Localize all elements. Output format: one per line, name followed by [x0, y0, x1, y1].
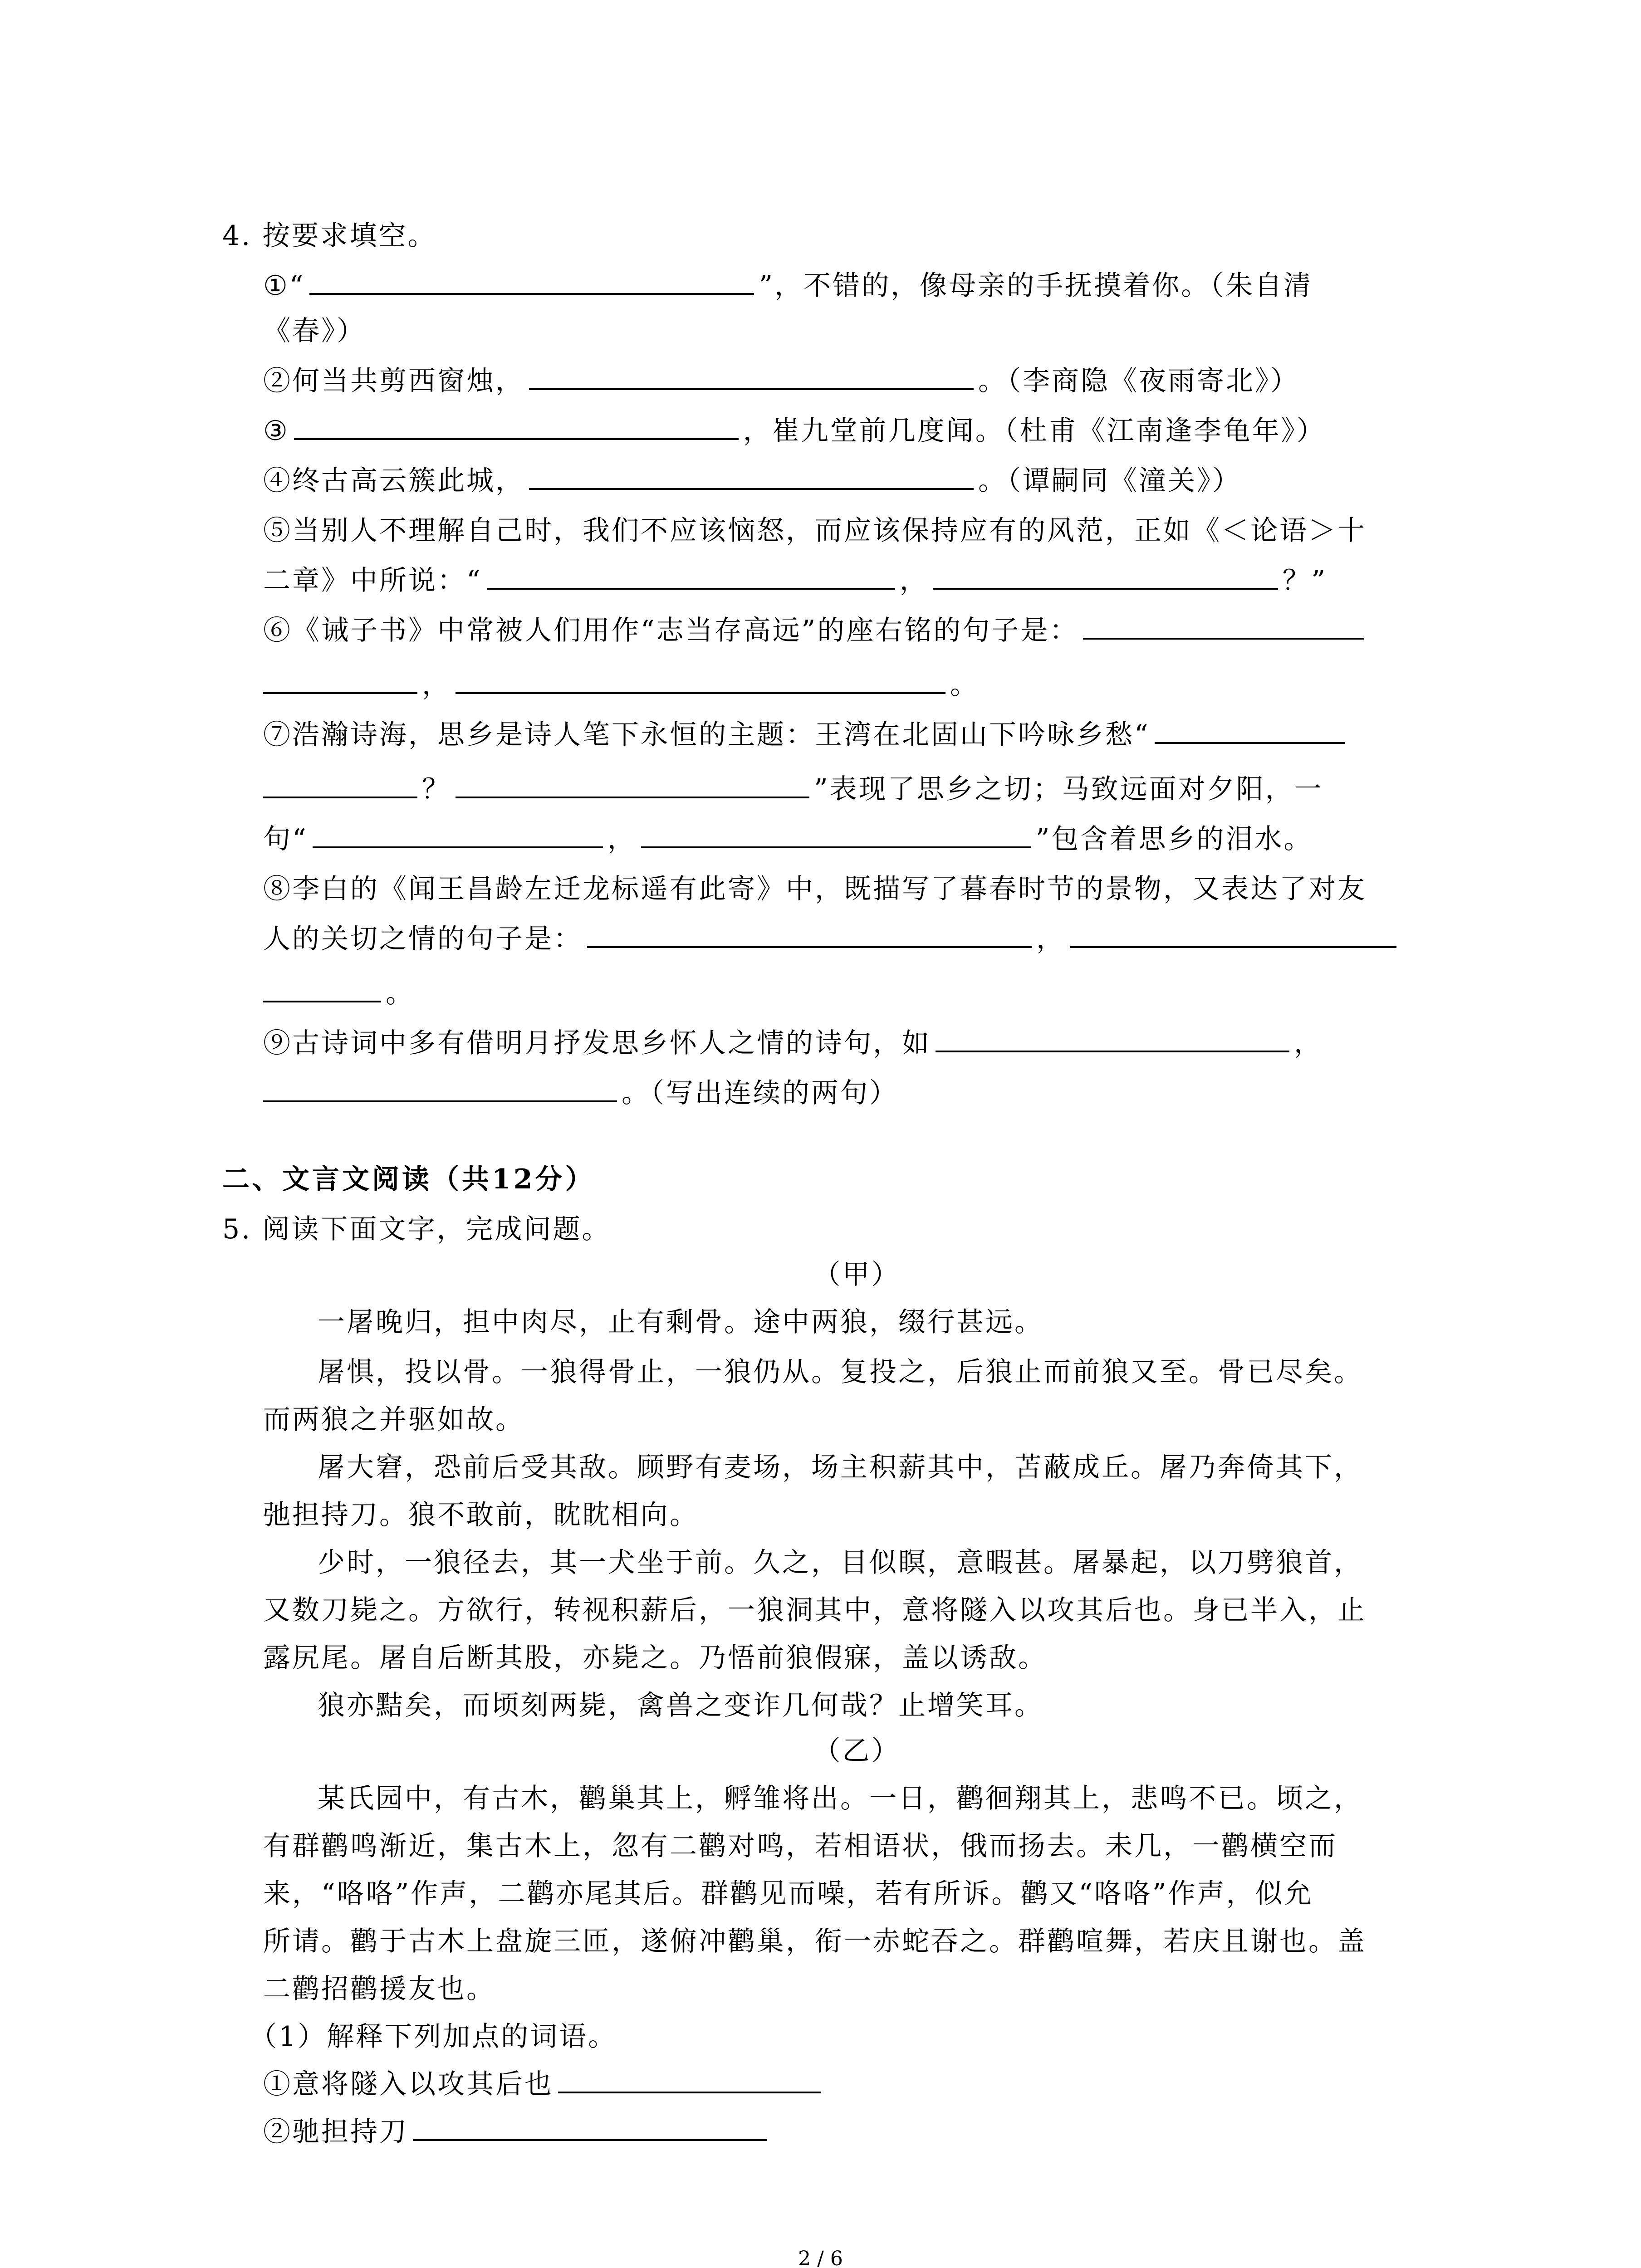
q4-line-6b: ， 。 — [263, 662, 1641, 708]
q4-line-2: ②何当共剪西窗烛， 。（李商隐《夜雨寄北》） — [263, 358, 1641, 404]
blank-8a[interactable] — [587, 917, 1032, 948]
blank-3[interactable] — [294, 409, 739, 440]
blank-8b[interactable] — [1070, 917, 1396, 948]
q4-line-6a: ⑥《诫子书》中常被人们用作“志当存高远”的座右铭的句子是： — [263, 608, 1641, 653]
word-item-2: ②驰担持刀 — [263, 2109, 1641, 2155]
subquestion-1: （1）解释下列加点的词语。 — [250, 2021, 617, 2053]
blank-6c[interactable] — [456, 663, 945, 694]
q4-line-8a: ⑧李白的《闻王昌龄左迁龙标遥有此寄》中，既描写了暮春时节的景物，又表达了对友 — [263, 873, 1367, 905]
passage-yi-p6e: 二鹳招鹳援友也。 — [263, 1973, 495, 2005]
q4-line-7b: ？ ”表现了思乡之切；马致远面对夕阳，一 — [263, 767, 1641, 812]
blank-w2[interactable] — [413, 2110, 767, 2141]
passage-jia-title: （甲） — [813, 1259, 901, 1290]
page-number: 2 / 6 — [798, 2247, 843, 2268]
passage-yi-p6d: 所请。鹳于古木上盘旋三匝，遂俯冲鹳巢，衔一赤蛇吞之。群鹳喧舞，若庆且谢也。盖 — [263, 1926, 1367, 1957]
passage-jia-p4a: 少时，一狼径去，其一犬坐于前。久之，目似瞑，意暇甚。屠暴起，以刀劈狼首， — [318, 1547, 1363, 1579]
q4-line-5b: 二章》中所说：“ ， ？” — [263, 558, 1641, 603]
blank-8c[interactable] — [263, 972, 381, 1002]
q5-stem: 5. 阅读下面文字，完成问题。 — [222, 1213, 611, 1245]
blank-7b[interactable] — [263, 767, 417, 798]
q4-line-8b: 人的关切之情的句子是： ， — [263, 916, 1641, 962]
passage-jia-p3a: 屠大窘，恐前后受其敌。顾野有麦场，场主积薪其中，苫蔽成丘。屠乃奔倚其下， — [318, 1452, 1363, 1483]
q4-line-5a: ⑤当别人不理解自己时，我们不应该恼怒，而应该保持应有的风范，正如《＜论语＞十 — [263, 515, 1367, 547]
blank-1[interactable] — [309, 264, 754, 295]
blank-7e[interactable] — [641, 817, 1031, 848]
q4-stem: 4. 按要求填空。 — [222, 220, 437, 252]
passage-yi-p6a: 某氏园中，有古木，鹳巢其上，孵雏将出。一日，鹳徊翔其上，悲鸣不已。顷之， — [318, 1783, 1363, 1814]
q4-line-7a: ⑦浩瀚诗海，思乡是诗人笔下永恒的主题：王湾在北固山下吟咏乡愁“ — [263, 712, 1641, 758]
blank-6b[interactable] — [263, 663, 417, 694]
blank-5a[interactable] — [487, 559, 895, 590]
passage-jia-p2b: 而两狼之并驱如故。 — [263, 1404, 524, 1436]
blank-5b[interactable] — [933, 559, 1278, 590]
q4-line-7c: 句“ ， ”包含着思乡的泪水。 — [263, 816, 1641, 862]
blank-2[interactable] — [529, 359, 974, 390]
q4-line-8c: 。 — [263, 971, 1641, 1016]
blank-7c[interactable] — [456, 767, 809, 798]
blank-7a[interactable] — [1155, 713, 1345, 744]
passage-jia-p5: 狼亦黠矣，而顷刻两毙，禽兽之变诈几何哉？止增笑耳。 — [318, 1690, 1043, 1721]
passage-yi-p6b: 有群鹳鸣渐近，集古木上，忽有二鹳对鸣，若相语状，俄而扬去。未几，一鹳横空而 — [263, 1830, 1337, 1862]
passage-jia-p4c: 露尻尾。屠自后断其股，亦毙之。乃悟前狼假寐，盖以诱敌。 — [263, 1642, 1047, 1674]
q4-line-9a: ⑨古诗词中多有借明月抒发思乡怀人之情的诗句，如 ， — [263, 1021, 1641, 1066]
word-item-1: ①意将隧入以攻其后也 — [263, 2062, 1641, 2107]
blank-w1[interactable] — [558, 2063, 821, 2093]
q4-line-3: ③ ，崔九堂前几度闻。（杜甫《江南逢李龟年》） — [263, 408, 1641, 454]
passage-jia-p3b: 弛担持刀。狼不敢前，眈眈相向。 — [263, 1499, 699, 1531]
q4-line-9b: 。（写出连续的两句） — [263, 1070, 1641, 1116]
passage-jia-p2a: 屠惧，投以骨。一狼得骨止，一狼仍从。复投之，后狼止而前狼又至。骨已尽矣。 — [318, 1356, 1363, 1388]
blank-9a[interactable] — [936, 1022, 1289, 1052]
section-heading: 二、文言文阅读（共12分） — [222, 1163, 595, 1195]
q4-line-1: ①“ ”，不错的，像母亲的手抚摸着你。（朱自清 — [263, 263, 1641, 308]
passage-yi-p6c: 来，“咯咯”作声，二鹳亦尾其后。群鹳见而噪，若有所诉。鹳又“咯咯”作声，似允 — [263, 1878, 1313, 1910]
blank-6a[interactable] — [1083, 609, 1364, 640]
passage-yi-title: （乙） — [813, 1735, 901, 1767]
q4-line-1-cont: 《春》） — [263, 315, 366, 347]
blank-4[interactable] — [529, 459, 974, 490]
blank-9b[interactable] — [263, 1071, 617, 1102]
blank-7d[interactable] — [313, 817, 603, 848]
q4-line-4: ④终古高云簇此城， 。（谭嗣同《潼关》） — [263, 458, 1641, 503]
passage-jia-p1: 一屠晚归，担中肉尽，止有剩骨。途中两狼，缀行甚远。 — [318, 1306, 1043, 1338]
passage-jia-p4b: 又数刀毙之。方欲行，转视积薪后，一狼洞其中，意将隧入以攻其后也。身已半入，止 — [263, 1594, 1367, 1626]
